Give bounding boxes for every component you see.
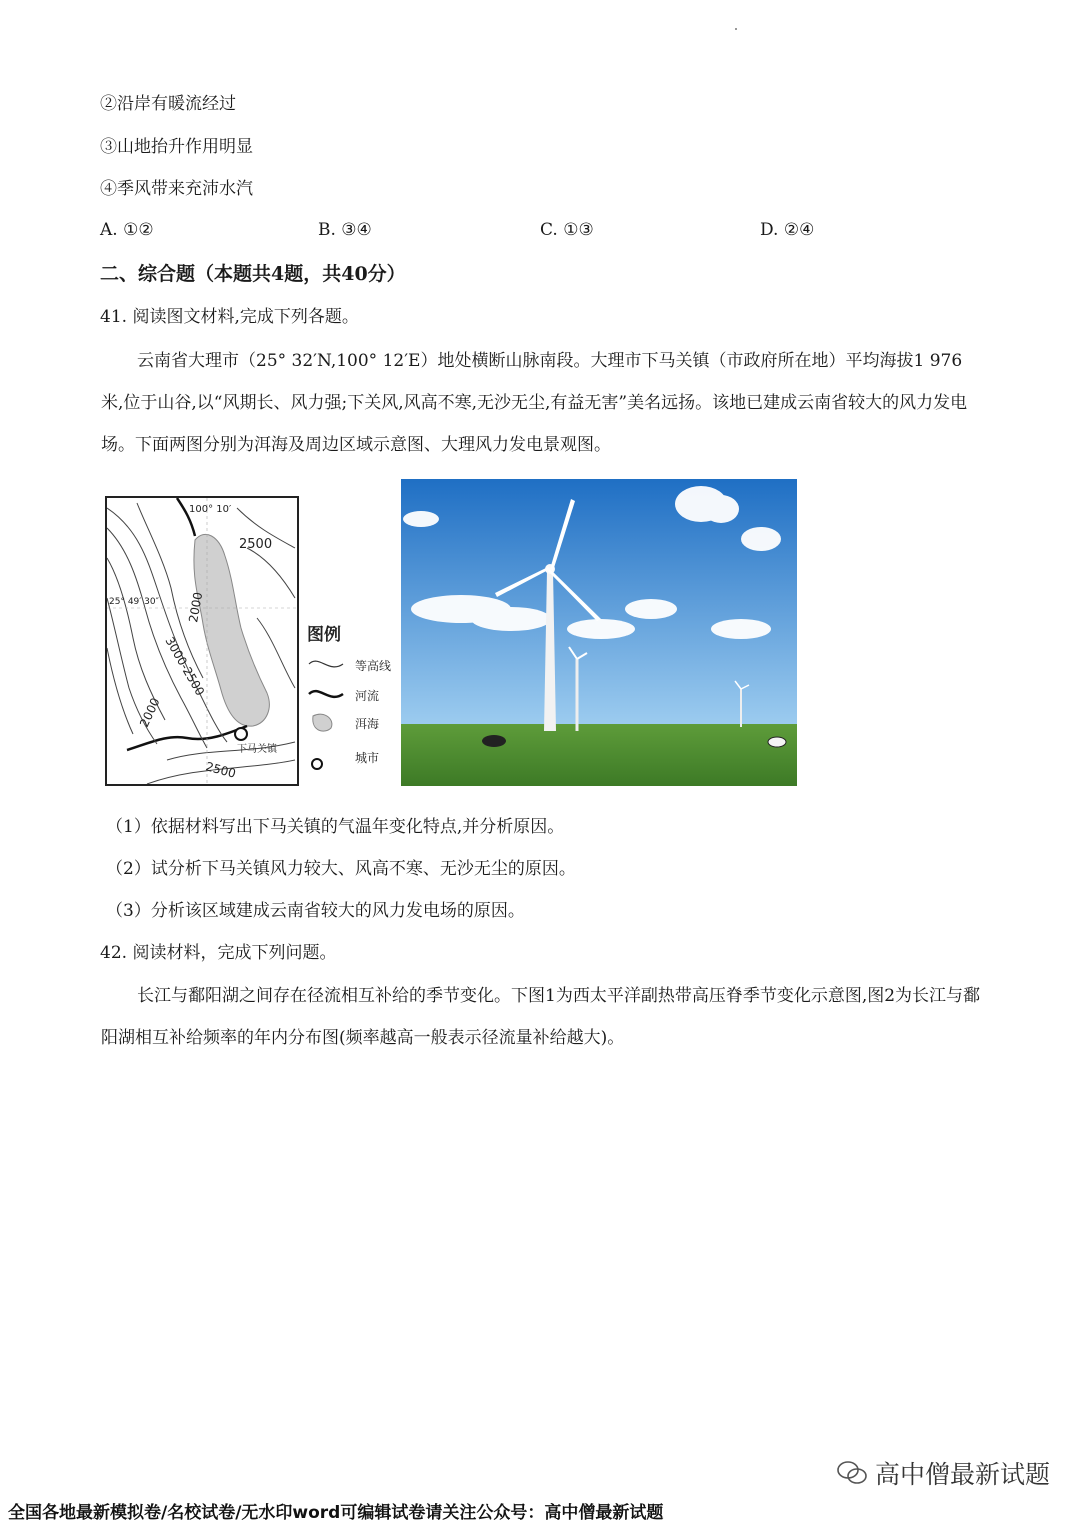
legend-contour: 等高线 [355, 659, 392, 673]
choice-b: B. ③④ [318, 220, 372, 240]
contour-line [107, 528, 207, 748]
option-4: ④季风带来充沛水汽 [100, 179, 253, 199]
river-south [127, 726, 247, 750]
q41-material [101, 340, 981, 466]
contour-line [257, 618, 295, 688]
q42-title: 42. 阅读材料，完成下列问题。 [100, 943, 337, 963]
contour-line [247, 548, 295, 598]
wechat-icon [837, 1460, 867, 1486]
option-2: ②沿岸有暖流经过 [100, 94, 236, 114]
q41-material-text: 云南省大理市（25° 32′N,100° 12′E）地处横断山脉南段。大理市下马关镇（市政府所在地）平均海拔1 976米,位于山谷,以“风期长、风力强;下关风,风高不寒,无沙无尘,有益无害”美名远扬。该地已建成云南省较大的风力发电场。下面两图分别为洱海及周边区域示意图、大理风力发电景观图。 [101, 351, 968, 455]
footer-notice: 全国各地最新模拟卷/名校试卷/无水印word可编辑试卷请关注公众号：高中僧最新试题 [8, 1503, 664, 1523]
city-legend-icon [312, 759, 322, 769]
legend-title: 图例 [307, 625, 341, 645]
q41-sub1: （1）依据材料写出下马关镇的气温年变化特点,并分析原因。 [106, 817, 565, 837]
legend-river: 河流 [355, 689, 380, 703]
river-legend-icon [309, 691, 343, 697]
choice-a: A. ①② [100, 220, 154, 240]
choice-d: D. ②④ [760, 220, 815, 240]
contour-label: 2000 [186, 591, 206, 624]
grassland [401, 724, 797, 786]
legend-svg [305, 620, 400, 780]
city-marker [235, 728, 247, 740]
section-heading: 二、综合题（本题共4题，共40分） [100, 263, 406, 285]
account-name: 高中僧最新试题 [874, 1460, 1050, 1489]
wind-farm-svg [401, 479, 797, 786]
choice-c: C. ①③ [540, 220, 594, 240]
contour-map-svg [107, 498, 297, 784]
q42-material-text: 长江与鄱阳湖之间存在径流相互补给的季节变化。下图1为西太平洋副热带高压脊季节变化示意图,图2为长江与鄱阳湖相互补给频率的年内分布图(频率越高一般表示径流量补给越大)。 [101, 986, 981, 1048]
contour-line [107, 558, 165, 720]
lat-label: 25° 49′ 30″ [109, 597, 159, 607]
contour-label: 2500 [204, 759, 238, 781]
q41-sub2: （2）试分析下马关镇风力较大、风高不寒、无沙无尘的原因。 [106, 859, 576, 879]
legend-city: 城市 [355, 751, 380, 765]
wechat-account-badge [837, 1455, 1050, 1491]
contour-legend-icon [309, 661, 343, 667]
lon-label: 100° 10′ [189, 504, 232, 515]
cow [768, 737, 786, 747]
city-label: 下马关镇 [237, 744, 277, 755]
q41-sub3: （3）分析该区域建成云南省较大的风力发电场的原因。 [106, 901, 525, 921]
wind-farm-photo [401, 479, 797, 786]
contour-line [107, 648, 133, 734]
q42-material [101, 975, 981, 1059]
legend-lake: 洱海 [355, 717, 380, 731]
lake-shape [194, 534, 269, 726]
contour-label: 2500 [239, 537, 273, 552]
cow [482, 735, 506, 747]
scan-dot [735, 28, 737, 30]
q41-title: 41. 阅读图文材料,完成下列各题。 [100, 307, 359, 327]
map-legend [305, 620, 400, 780]
option-3: ③山地抬升作用明显 [100, 137, 253, 157]
contour-label: 3000-2500 [162, 634, 208, 699]
contour-label: 2000 [137, 695, 163, 730]
lake-legend-icon [313, 714, 332, 731]
erhai-map [105, 496, 299, 786]
